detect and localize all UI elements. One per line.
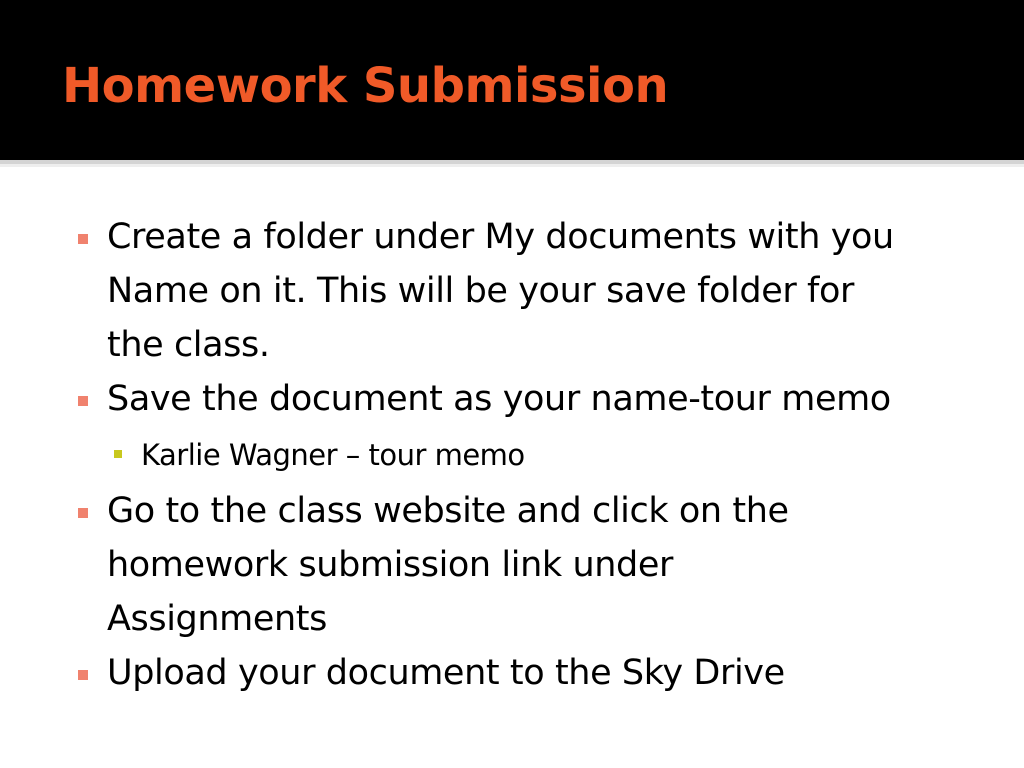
bullet-class-website (72, 484, 992, 646)
bullet-marker-icon (78, 234, 88, 244)
bullet-text-line-2: Name on it. This will be your save folder for (107, 271, 854, 311)
bullet-text: Upload your document to the Sky Drive (107, 653, 785, 693)
title-divider-highlight (0, 164, 1024, 167)
bullet-marker-icon (78, 396, 88, 406)
bullet-upload-document (72, 646, 992, 700)
bullet-text-line-2: homework submission link under (107, 545, 673, 585)
bullet-text-line-3: Assignments (107, 599, 327, 639)
bullet-text-line-3: the class. (107, 325, 270, 365)
bullet-text-line-1: Go to the class website and click on the (107, 491, 789, 531)
sub-bullet-text: Karlie Wagner – tour memo (141, 438, 525, 472)
bullet-marker-icon (78, 670, 88, 680)
sub-bullet-example-name (72, 426, 992, 484)
bullet-text-line-1: Create a folder under My documents with you (107, 217, 894, 257)
bullet-save-document (72, 372, 992, 426)
bullet-create-folder (72, 210, 992, 372)
bullet-marker-icon (78, 508, 88, 518)
bullet-list (72, 210, 992, 700)
slide-title: Homework Submission (62, 58, 669, 114)
sub-bullet-marker-icon (114, 450, 122, 458)
title-bar (0, 0, 1024, 160)
bullet-text: Save the document as your name-tour memo (107, 379, 891, 419)
